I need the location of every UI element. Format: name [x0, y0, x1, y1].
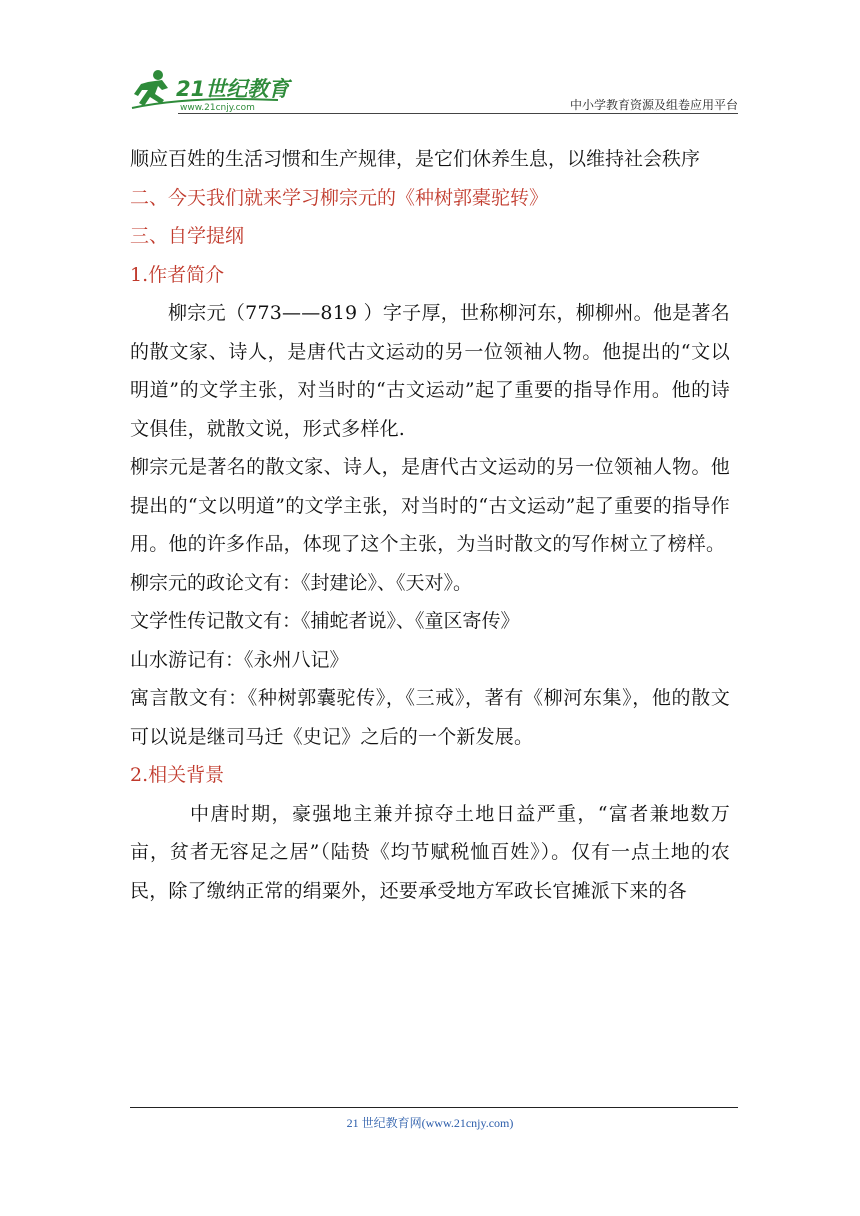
footer-divider [130, 1107, 738, 1108]
document-body [130, 140, 730, 910]
section-two-heading: 二、今天我们就来学习柳宗元的《种树郭橐驼转》 [130, 186, 549, 209]
author-paragraph: 柳宗元（773——819 ）字子厚，世称柳河东，柳柳州。他是著名的散文家、诗人，是唐代古文运动的另一位领袖人物。他提出的“文以明道”的文学主张，对当时的“古文运动”起了重要的指导作用。他的诗文俱佳，就散文说，形式多样化. [130, 302, 730, 440]
subheading-background: 2.相关背景 [130, 764, 225, 786]
works-travel: 山水游记有：《永州八记》 [130, 648, 349, 671]
section-three-heading: 三、自学提纲 [130, 225, 245, 247]
header-tagline: 中小学教育资源及组卷应用平台 [569, 98, 738, 112]
page-header [128, 66, 738, 116]
site-logo [128, 66, 298, 114]
works-biography: 文学性传记散文有：《捕蛇者说》、《童区寄传》 [130, 610, 520, 632]
runner-icon [134, 70, 168, 106]
works-fable: 寓言散文有：《种树郭囊驼传》，《三戒》，著有《柳河东集》，他的散文可以说是继司马迁《史记》之后的一个新发展。 [130, 687, 730, 748]
logo-text: 21世纪教育 [176, 77, 290, 101]
background-paragraph: 中唐时期，豪强地主兼并掠夺土地日益严重，“富者兼地数万亩，贫者无容足之居”（陆贽《均节赋税恤百姓》）。仅有一点土地的农民，除了缴纳正常的绢粟外，还要承受地方军政长官摊派下来的各 [130, 802, 730, 902]
intro-line: 顺应百姓的生活习惯和生产规律，是它们休养生息，以维持社会秩序 [130, 148, 701, 170]
works-political: 柳宗元的政论文有：《封建论》、《天对》。 [130, 571, 473, 594]
author-detail-paragraph: 柳宗元是著名的散文家、诗人，是唐代古文运动的另一位领袖人物。他提出的“文以明道”的文学主张，对当时的“古文运动”起了重要的指导作用。他的许多作品，体现了这个主张，为当时散文的写作树立了榜样。 [130, 456, 730, 555]
logo-subtext: www.21cnjy.com [180, 103, 255, 113]
header-divider [178, 113, 738, 114]
subheading-author: 1.作者简介 [130, 263, 225, 286]
footer-text: 21 世纪教育网(www.21cnjy.com) [346, 1116, 514, 1130]
